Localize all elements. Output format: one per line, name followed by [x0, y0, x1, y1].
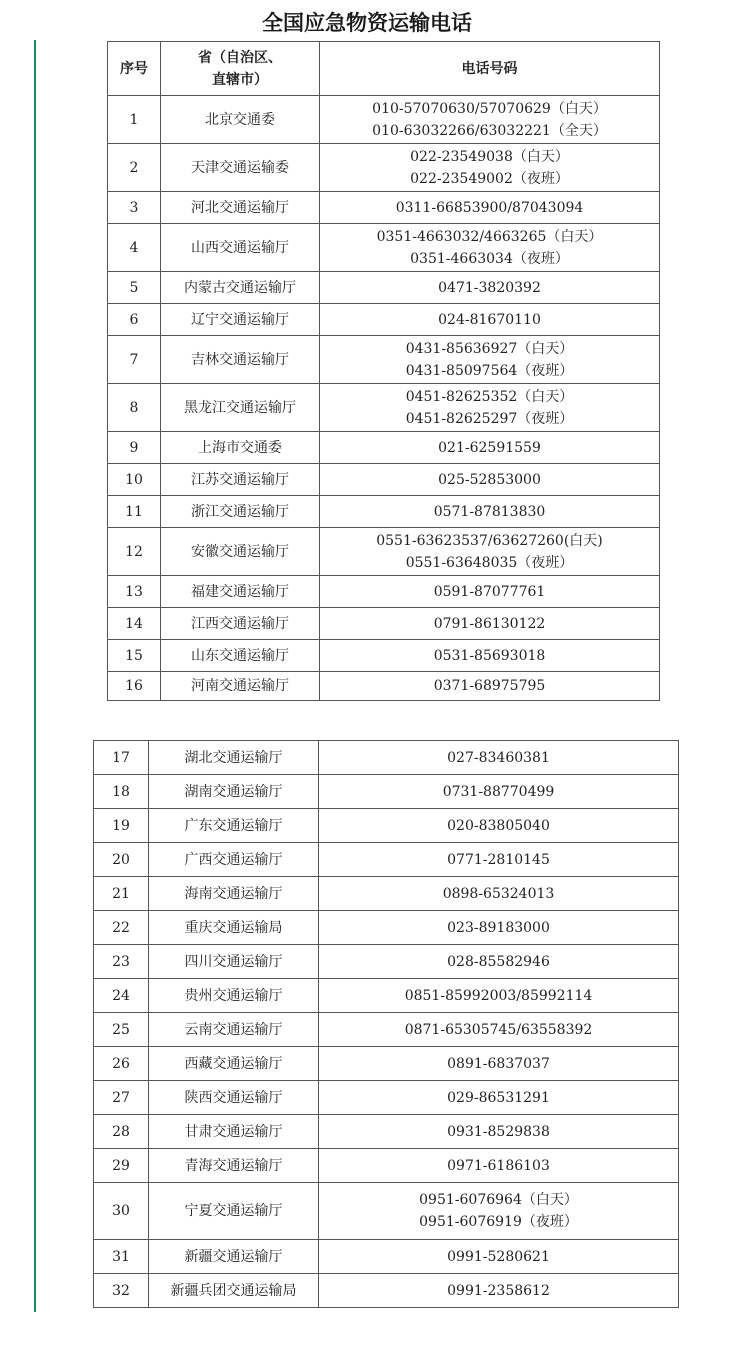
row-agency-name: 上海市交通委 — [161, 432, 320, 464]
phone-number: 0791-86130122 — [433, 615, 546, 632]
row-phone-cell — [319, 1274, 679, 1308]
row-phone-cell — [320, 336, 660, 384]
row-phone-cell — [320, 432, 660, 464]
row-agency-name: 江西交通运输厅 — [161, 608, 320, 640]
row-agency-name: 江苏交通运输厅 — [161, 464, 320, 496]
table-row — [94, 911, 679, 945]
phone-number: 0951-6076964（白天） — [419, 1192, 578, 1208]
row-phone-cell — [319, 979, 679, 1013]
row-agency-name: 北京交通委 — [161, 96, 320, 144]
table-row — [108, 432, 660, 464]
table-row — [94, 1240, 679, 1274]
phone-number: 028-85582946 — [447, 953, 550, 970]
phone-number: 0451-82625352（白天） — [405, 388, 574, 405]
table-row — [94, 843, 679, 877]
header-province — [161, 42, 320, 96]
phone-number: 0351-4663034（夜班） — [410, 250, 569, 267]
row-number: 6 — [108, 304, 161, 336]
row-agency-name: 新疆兵团交通运输局 — [149, 1274, 319, 1308]
table-row — [108, 336, 660, 384]
row-number: 17 — [94, 741, 149, 775]
phone-number: 0351-4663032/4663265（白天） — [376, 228, 603, 245]
row-number: 10 — [108, 464, 161, 496]
row-phone-cell — [319, 1081, 679, 1115]
header-province-line1: 省（自治区、 — [198, 49, 282, 66]
row-agency-name: 河北交通运输厅 — [161, 192, 320, 224]
row-number: 2 — [108, 144, 161, 192]
table-row — [108, 384, 660, 432]
row-agency-name: 福建交通运输厅 — [161, 576, 320, 608]
row-number: 23 — [94, 945, 149, 979]
table-row — [108, 464, 660, 496]
phone-number: 0531-85693018 — [433, 647, 546, 664]
row-phone-cell — [319, 1047, 679, 1081]
row-number: 16 — [108, 672, 161, 701]
row-number: 8 — [108, 384, 161, 432]
row-phone-cell — [320, 528, 660, 576]
row-phone-cell — [320, 192, 660, 224]
row-number: 21 — [94, 877, 149, 911]
phone-table-part-2 — [93, 740, 679, 1308]
row-agency-name: 辽宁交通运输厅 — [161, 304, 320, 336]
phone-number: 0431-85097564（夜班） — [405, 362, 574, 379]
phone-number: 025-52853000 — [438, 471, 541, 488]
table-row — [94, 1149, 679, 1183]
row-agency-name: 黑龙江交通运输厅 — [161, 384, 320, 432]
row-agency-name: 贵州交通运输厅 — [149, 979, 319, 1013]
header-phone: 电话号码 — [320, 42, 660, 96]
phone-number: 0451-82625297（夜班） — [405, 410, 574, 427]
phone-number: 0851-85992003/85992114 — [404, 987, 593, 1004]
row-phone-cell — [319, 843, 679, 877]
table-row — [108, 96, 660, 144]
row-phone-cell — [320, 384, 660, 432]
row-agency-name: 海南交通运输厅 — [149, 877, 319, 911]
phone-number: 0551-63623537/63627260(白天) — [376, 532, 603, 549]
row-number: 7 — [108, 336, 161, 384]
row-number: 14 — [108, 608, 161, 640]
table-row — [108, 640, 660, 672]
row-number: 19 — [94, 809, 149, 843]
phone-number: 0931-8529838 — [447, 1123, 550, 1140]
row-agency-name: 河南交通运输厅 — [161, 672, 320, 701]
row-agency-name: 广西交通运输厅 — [149, 843, 319, 877]
row-number: 1 — [108, 96, 161, 144]
phone-number: 0771-2810145 — [447, 851, 550, 868]
row-number: 5 — [108, 272, 161, 304]
row-number: 18 — [94, 775, 149, 809]
row-phone-cell — [320, 608, 660, 640]
left-accent-bar — [34, 40, 36, 1312]
table-row — [108, 528, 660, 576]
phone-number: 023-89183000 — [447, 919, 550, 936]
row-agency-name: 西藏交通运输厅 — [149, 1047, 319, 1081]
table-row — [94, 809, 679, 843]
row-agency-name: 陕西交通运输厅 — [149, 1081, 319, 1115]
table-row — [94, 775, 679, 809]
phone-number: 0971-6186103 — [447, 1157, 550, 1174]
row-phone-cell — [320, 640, 660, 672]
phone-table-part-1 — [107, 41, 660, 701]
table-row — [94, 741, 679, 775]
row-agency-name: 安徽交通运输厅 — [161, 528, 320, 576]
phone-number: 022-23549038（白天） — [410, 148, 569, 165]
table-row — [108, 608, 660, 640]
row-phone-cell — [319, 877, 679, 911]
row-phone-cell — [320, 144, 660, 192]
row-number: 15 — [108, 640, 161, 672]
phone-number: 0951-6076919（夜班） — [419, 1214, 578, 1230]
phone-number: 022-23549002（夜班） — [410, 170, 569, 187]
row-phone-cell — [320, 272, 660, 304]
table-row — [108, 144, 660, 192]
row-agency-name: 云南交通运输厅 — [149, 1013, 319, 1047]
row-number: 31 — [94, 1240, 149, 1274]
phone-number: 0991-2358612 — [447, 1282, 550, 1299]
phone-number: 0571-87813830 — [433, 503, 546, 520]
table-row — [94, 1115, 679, 1149]
row-number: 12 — [108, 528, 161, 576]
phone-number: 0731-88770499 — [442, 783, 555, 800]
row-phone-cell — [320, 576, 660, 608]
row-phone-cell — [320, 496, 660, 528]
row-phone-cell — [319, 911, 679, 945]
table-row — [108, 672, 660, 701]
table-row — [94, 1013, 679, 1047]
table-row — [94, 979, 679, 1013]
phone-number: 010-57070630/57070629（白天） — [372, 100, 607, 117]
row-number: 11 — [108, 496, 161, 528]
row-number: 9 — [108, 432, 161, 464]
phone-number: 024-81670110 — [438, 311, 541, 328]
table-row — [108, 304, 660, 336]
row-agency-name: 湖南交通运输厅 — [149, 775, 319, 809]
row-agency-name: 天津交通运输委 — [161, 144, 320, 192]
row-phone-cell — [320, 464, 660, 496]
table-row — [94, 945, 679, 979]
table-row — [94, 877, 679, 911]
row-phone-cell — [319, 1013, 679, 1047]
phone-number: 0311-66853900/87043094 — [395, 199, 584, 216]
row-number: 24 — [94, 979, 149, 1013]
phone-number: 029-86531291 — [447, 1089, 550, 1106]
row-number: 13 — [108, 576, 161, 608]
phone-number: 021-62591559 — [438, 439, 541, 456]
phone-number: 0891-6837037 — [447, 1055, 550, 1072]
row-agency-name: 青海交通运输厅 — [149, 1149, 319, 1183]
table-row — [94, 1183, 679, 1240]
row-agency-name: 湖北交通运输厅 — [149, 741, 319, 775]
table-row — [94, 1081, 679, 1115]
row-agency-name: 吉林交通运输厅 — [161, 336, 320, 384]
phone-number: 0898-65324013 — [442, 885, 555, 902]
row-number: 22 — [94, 911, 149, 945]
phone-number: 027-83460381 — [447, 749, 550, 766]
table-header-row — [108, 42, 660, 96]
phone-number: 0591-87077761 — [433, 583, 546, 600]
row-phone-cell — [320, 96, 660, 144]
phone-number: 0371-68975795 — [433, 678, 546, 694]
row-number: 30 — [94, 1183, 149, 1240]
row-phone-cell — [319, 809, 679, 843]
row-phone-cell — [319, 945, 679, 979]
header-no: 序号 — [108, 42, 161, 96]
phone-number: 0871-65305745/63558392 — [404, 1021, 593, 1038]
row-agency-name: 宁夏交通运输厅 — [149, 1183, 319, 1240]
phone-number: 0991-5280621 — [447, 1248, 550, 1265]
row-phone-cell — [320, 304, 660, 336]
row-agency-name: 四川交通运输厅 — [149, 945, 319, 979]
row-phone-cell — [319, 775, 679, 809]
row-number: 3 — [108, 192, 161, 224]
table-row — [94, 1047, 679, 1081]
page-title: 全国应急物资运输电话 — [262, 11, 472, 35]
phone-number: 0471-3820392 — [438, 279, 541, 296]
table-row — [108, 496, 660, 528]
table-row — [108, 272, 660, 304]
row-phone-cell — [320, 672, 660, 701]
row-phone-cell — [320, 224, 660, 272]
row-number: 29 — [94, 1149, 149, 1183]
table-row — [108, 224, 660, 272]
row-agency-name: 山西交通运输厅 — [161, 224, 320, 272]
row-phone-cell — [319, 1183, 679, 1240]
row-agency-name: 新疆交通运输厅 — [149, 1240, 319, 1274]
row-agency-name: 山东交通运输厅 — [161, 640, 320, 672]
row-number: 32 — [94, 1274, 149, 1308]
table-row — [108, 192, 660, 224]
phone-number: 020-83805040 — [447, 817, 550, 834]
row-phone-cell — [319, 741, 679, 775]
row-phone-cell — [319, 1149, 679, 1183]
phone-number: 0551-63648035（夜班） — [405, 554, 574, 571]
row-phone-cell — [319, 1240, 679, 1274]
row-agency-name: 甘肃交通运输厅 — [149, 1115, 319, 1149]
row-agency-name: 重庆交通运输局 — [149, 911, 319, 945]
row-agency-name: 内蒙古交通运输厅 — [161, 272, 320, 304]
table-body-2 — [94, 741, 679, 1308]
row-number: 28 — [94, 1115, 149, 1149]
phone-number: 010-63032266/63032221（全天） — [372, 122, 607, 139]
row-number: 27 — [94, 1081, 149, 1115]
phone-number: 0431-85636927（白天） — [405, 340, 574, 357]
row-agency-name: 浙江交通运输厅 — [161, 496, 320, 528]
header-province-line2: 直辖市） — [212, 71, 268, 88]
row-number: 4 — [108, 224, 161, 272]
table-row — [94, 1274, 679, 1308]
row-number: 26 — [94, 1047, 149, 1081]
table-row — [108, 576, 660, 608]
table-body-1 — [108, 96, 660, 701]
row-number: 25 — [94, 1013, 149, 1047]
row-agency-name: 广东交通运输厅 — [149, 809, 319, 843]
row-phone-cell — [319, 1115, 679, 1149]
row-number: 20 — [94, 843, 149, 877]
